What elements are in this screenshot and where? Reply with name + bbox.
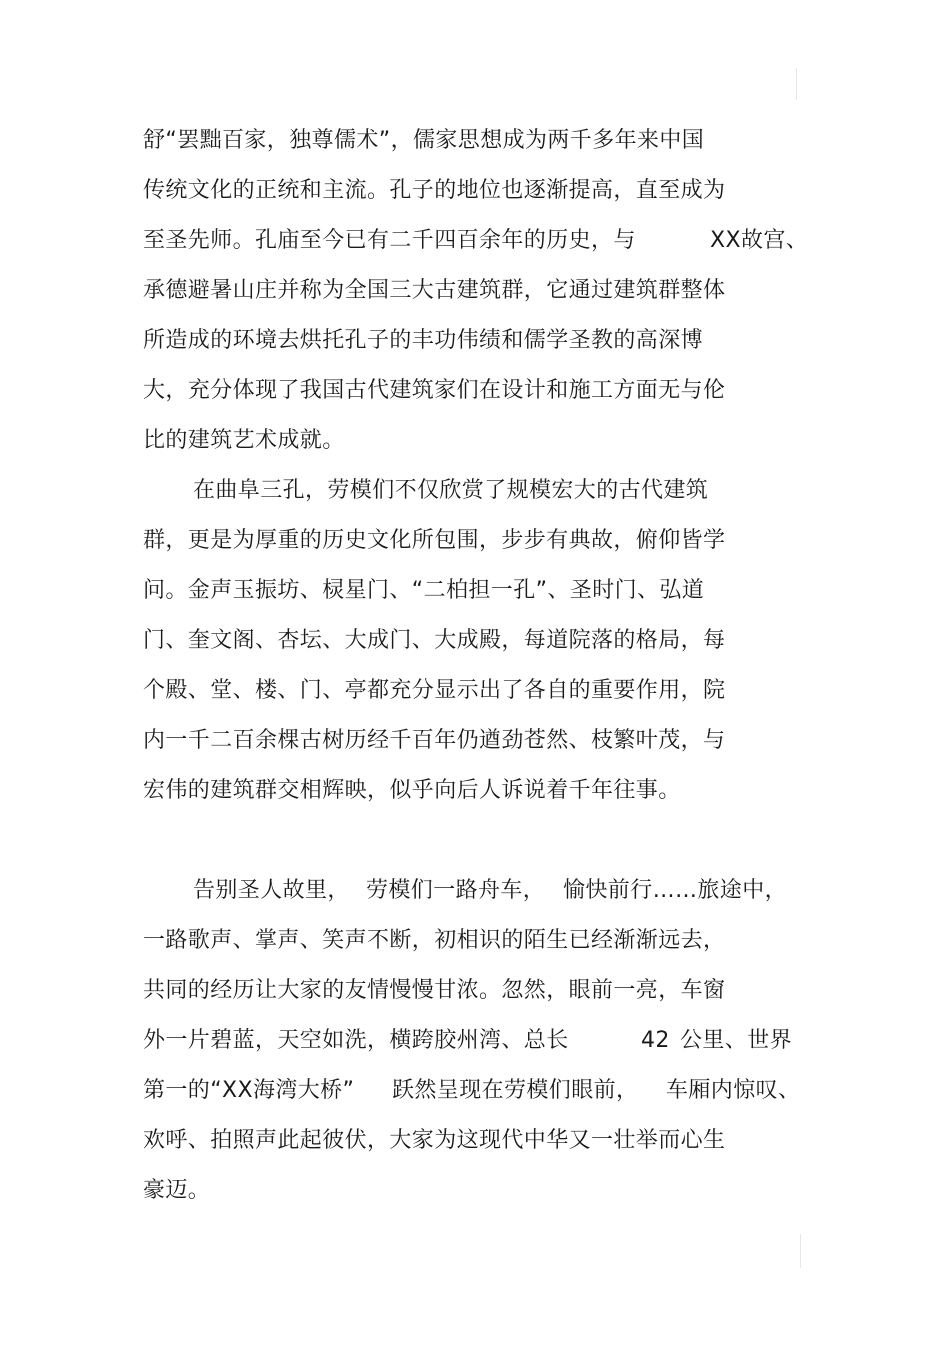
paragraph2-line-4: 门、奎文阁、杏坛、大成门、大成殿，每道院落的格局，每 [143,628,726,653]
page-corner-mark-top [796,68,797,100]
paragraph1-line-4: 承德避暑山庄并称为全国三大古建筑群，它通过建筑群整体 [143,278,726,303]
paragraph2-line-6: 内一千二百余棵古树历经千百年仍遒劲苍然、枝繁叶茂，与 [143,728,726,753]
paragraph3-line-4-part-3: 公里、世界 [680,1028,793,1053]
paragraph1-line-7: 比的建筑艺术成就。 [143,428,345,453]
paragraph3-line-5-part-2: 跃然呈现在劳模们眼前， [392,1078,639,1103]
paragraph3-line-4-number: 42 [641,1028,670,1053]
paragraph3-line-5-part-3: 车厢内惊叹、 [666,1078,801,1103]
paragraph2-line-1: 在曲阜三孔，劳模们不仅欣赏了规模宏大的古代建筑 [193,478,709,503]
paragraph2-line-3: 问。金声玉振坊、棂星门、“二柏担一孔”、圣时门、弘道 [143,578,705,603]
paragraph3-line-4-part-1: 外一片碧蓝，天空如洗，横跨胶州湾、总长 [143,1028,569,1053]
paragraph3-line-5-part-1: 第一的“XX海湾大桥” [143,1078,355,1103]
paragraph3-line-6: 欢呼、拍照声此起彼伏，大家为这现代中华又一壮举而心生 [143,1128,726,1153]
paragraph3-line-7: 豪迈。 [143,1178,211,1203]
paragraph2-line-5: 个殿、堂、楼、门、亭都充分显示出了各自的重要作用，院 [143,678,726,703]
paragraph2-line-7: 宏伟的建筑群交相辉映，似乎向后人诉说着千年往事。 [143,778,681,803]
paragraph1-line-1: 舒“罢黜百家，独尊儒术”，儒家思想成为两千多年来中国 [143,128,705,153]
paragraph1-line-6: 大，充分体现了我国古代建筑家们在设计和施工方面无与伦 [143,378,726,403]
paragraph3-line-1-part-1: 告别圣人故里， [193,878,350,903]
paragraph3-line-1-part-3: 愉快前行……旅途中， [563,878,788,903]
paragraph2-line-2: 群，更是为厚重的历史文化所包围，步步有典故，俯仰皆学 [143,528,726,553]
paragraph3-line-3: 共同的经历让大家的友情慢慢甘浓。忽然，眼前一亮，车窗 [143,978,726,1003]
paragraph3-line-1-part-2: 劳模们一路舟车， [366,878,546,903]
paragraph3-line-2: 一路歌声、掌声、笑声不断，初相识的陌生已经渐渐远去， [143,928,726,953]
paragraph1-line-3-tail: XX故宫、 [710,228,809,253]
paragraph1-line-2: 传统文化的正统和主流。孔子的地位也逐渐提高，直至成为 [143,178,726,203]
page-corner-mark-bottom [800,1234,801,1268]
paragraph1-line-5: 所造成的环境去烘托孔子的丰功伟绩和儒学圣教的高深博 [143,328,704,353]
paragraph1-line-3: 至圣先师。孔庙至今已有二千四百余年的历史，与 [143,228,636,253]
